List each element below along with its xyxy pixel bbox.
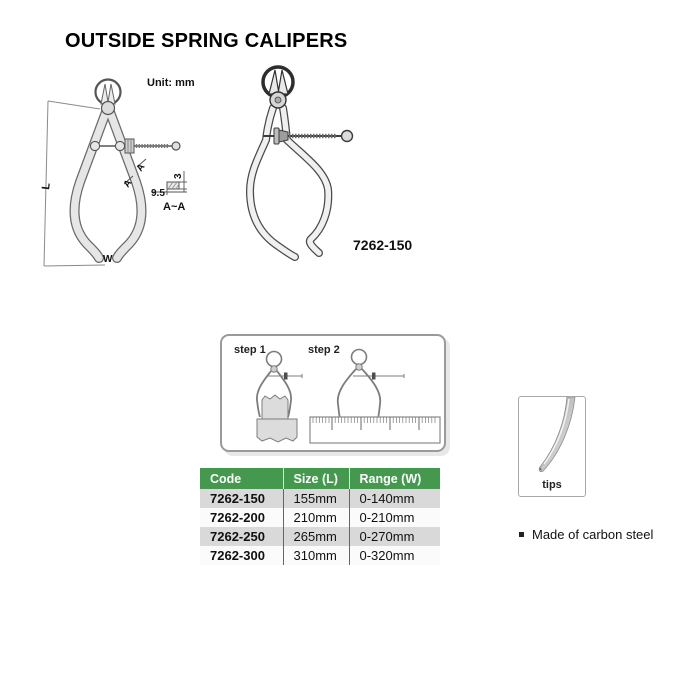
dim-label-A-lower: A <box>121 177 135 190</box>
square-bullet-icon <box>519 532 524 537</box>
cell-code: 7262-150 <box>200 489 283 508</box>
technical-drawing <box>25 68 210 280</box>
dim-label-3: 3 <box>173 173 184 179</box>
tips-figure <box>518 396 586 497</box>
table-row <box>200 546 440 565</box>
cell-size: 265mm <box>283 527 349 546</box>
spec-table-header-row <box>200 468 440 489</box>
page-title: OUTSIDE SPRING CALIPERS <box>65 30 348 52</box>
feature-text: Made of carbon steel <box>532 527 654 542</box>
cell-size: 310mm <box>283 546 349 565</box>
cell-range: 0-270mm <box>349 527 440 546</box>
step2-diagram <box>310 350 440 444</box>
cell-code: 7262-200 <box>200 508 283 527</box>
product-photo <box>225 58 370 264</box>
cell-code: 7262-250 <box>200 527 283 546</box>
product-code-label: 7262-150 <box>353 237 413 253</box>
cell-size: 155mm <box>283 489 349 508</box>
feature-item <box>519 527 653 542</box>
table-row <box>200 489 440 508</box>
dim-label-W: W <box>103 254 113 265</box>
caliper-tip-image <box>519 397 583 477</box>
section-label: A~A <box>163 201 186 213</box>
step1-diagram <box>257 352 302 443</box>
step1-label: step 1 <box>234 344 266 356</box>
unit-label: Unit: mm <box>147 77 195 89</box>
dim-label-L: L <box>40 182 53 191</box>
adjusting-screw <box>90 139 180 153</box>
table-row <box>200 527 440 546</box>
tips-caption: tips <box>542 479 562 491</box>
cell-range: 0-140mm <box>349 489 440 508</box>
dim-label-9-5: 9.5 <box>151 188 165 199</box>
spec-table <box>200 468 440 565</box>
col-header-size: Size (L) <box>283 468 349 489</box>
dim-label-A-upper: A <box>134 161 148 174</box>
table-row <box>200 508 440 527</box>
col-header-code: Code <box>200 468 283 489</box>
step2-label: step 2 <box>308 344 340 356</box>
step-instruction-box <box>220 334 446 452</box>
photo-caliper <box>250 67 353 257</box>
cell-range: 0-210mm <box>349 508 440 527</box>
col-header-range: Range (W) <box>349 468 440 489</box>
cell-size: 210mm <box>283 508 349 527</box>
cell-code: 7262-300 <box>200 546 283 565</box>
cell-range: 0-320mm <box>349 546 440 565</box>
